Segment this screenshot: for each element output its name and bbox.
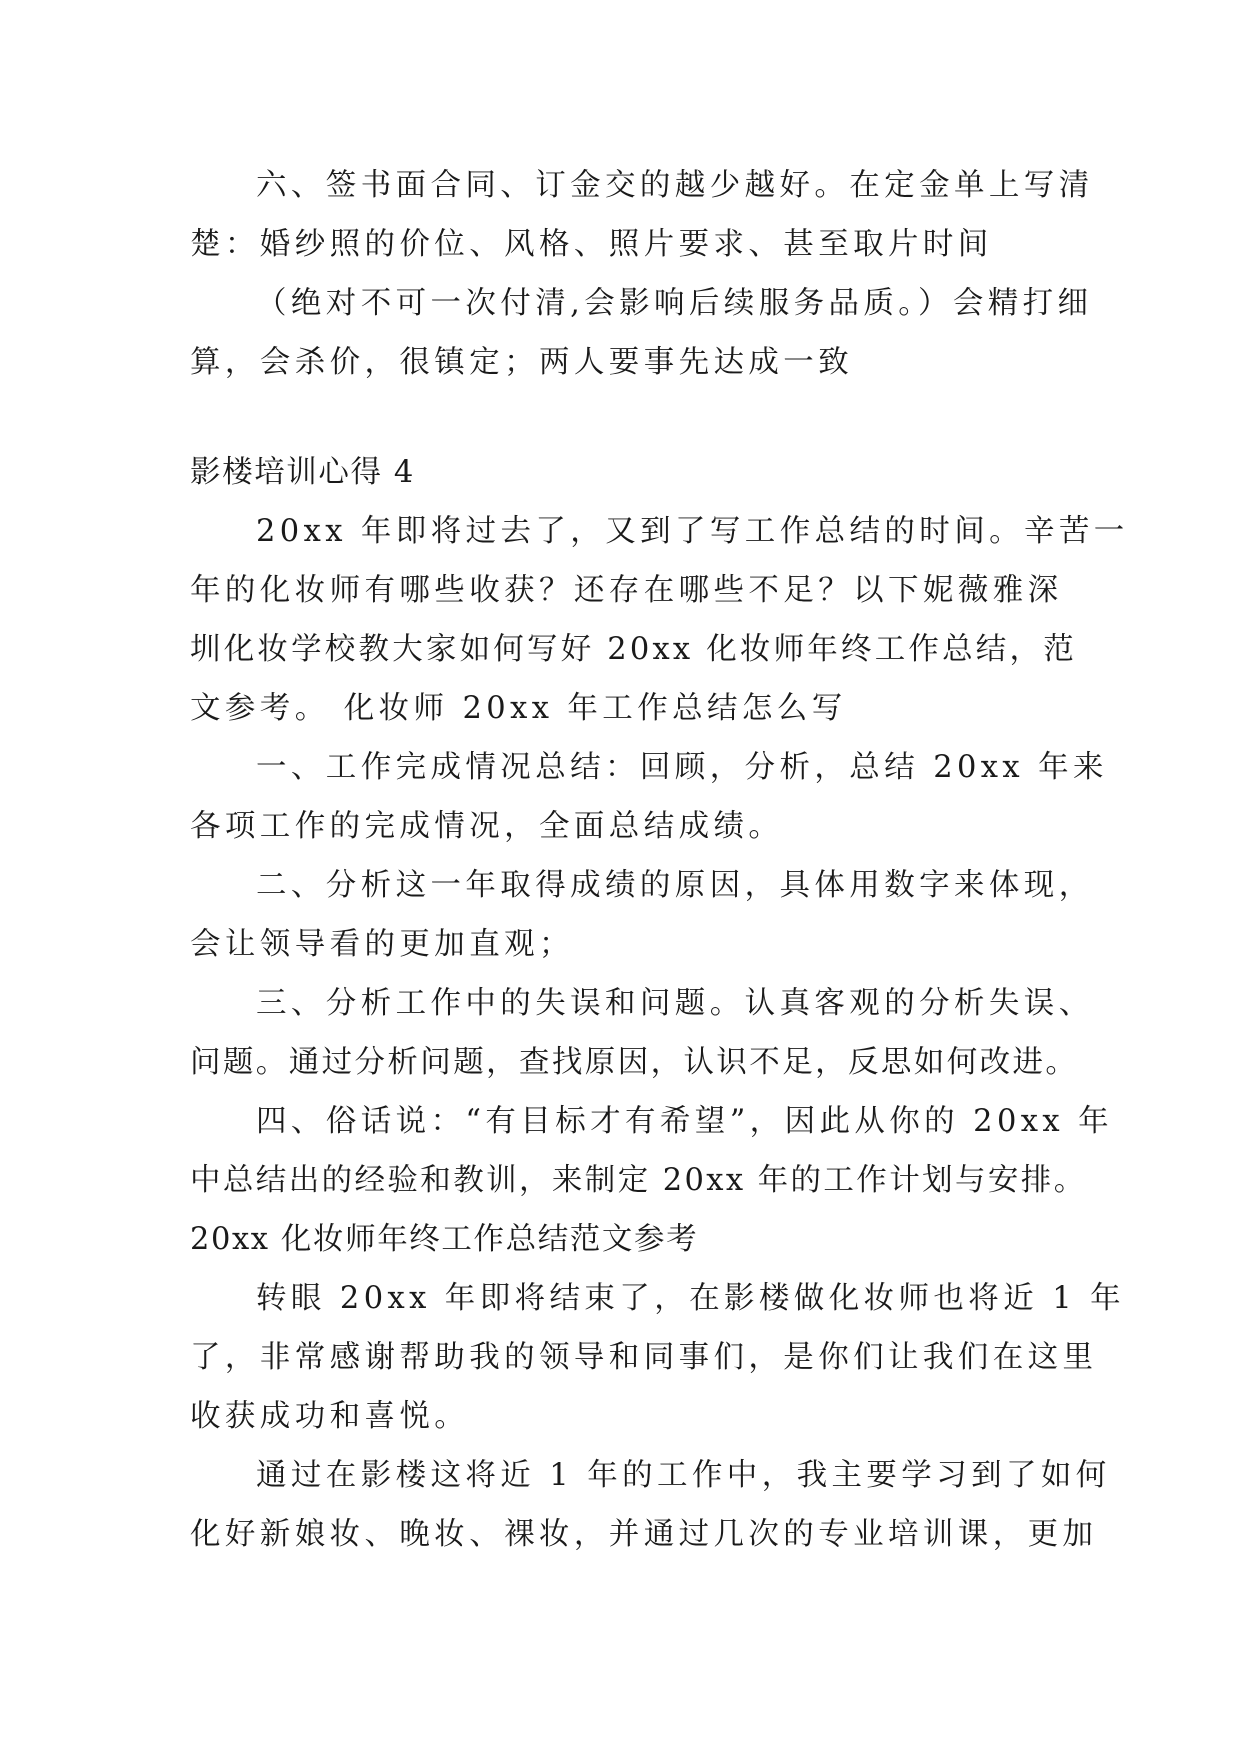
section-heading: 影楼培训心得 4 (190, 455, 415, 490)
paragraph-line: 圳化妆学校教大家如何写好 20xx 化妆师年终工作总结，范 (190, 632, 1077, 667)
paragraph-line: 四、俗话说：“有目标才有希望”，因此从你的 20xx 年 (256, 1104, 1113, 1139)
subsection-heading: 20xx 化妆师年终工作总结范文参考 (190, 1222, 699, 1257)
paragraph-line: 各项工作的完成情况，全面总结成绩。 (190, 809, 784, 844)
paragraph-line: 问题。通过分析问题，查找原因，认识不足，反思如何改进。 (190, 1045, 1079, 1080)
paragraph-line: 楚：婚纱照的价位、风格、照片要求、甚至取片时间 (190, 227, 993, 262)
paragraph-line: 二、分析这一年取得成绩的原因，具体用数字来体现， (256, 868, 1094, 903)
paragraph-line: 算，会杀价，很镇定；两人要事先达成一致 (190, 345, 854, 380)
paragraph-line: 会让领导看的更加直观； (190, 927, 574, 962)
paragraph-line: 了，非常感谢帮助我的领导和同事们，是你们让我们在这里 (190, 1340, 1098, 1375)
paragraph-line: 通过在影楼这将近 1 年的工作中，我主要学习到了如何 (256, 1458, 1111, 1493)
paragraph-line: 文参考。 化妆师 20xx 年工作总结怎么写 (190, 691, 847, 726)
paragraph-line: 中总结出的经验和教训，来制定 20xx 年的工作计划与安排。 (190, 1163, 1087, 1198)
paragraph-line: 六、签书面合同、订金交的越少越好。在定金单上写清 (256, 168, 1094, 203)
paragraph-line: （绝对不可一次付清,会影响后续服务品质。）会精打细 (256, 286, 1093, 321)
paragraph-line: 三、分析工作中的失误和问题。认真客观的分析失误、 (256, 986, 1094, 1021)
paragraph-line: 化好新娘妆、晚妆、裸妆，并通过几次的专业培训课，更加 (190, 1517, 1098, 1552)
paragraph-line: 收获成功和喜悦。 (190, 1399, 470, 1434)
paragraph-line: 20xx 年即将过去了，又到了写工作总结的时间。辛苦一 (256, 514, 1129, 549)
paragraph-line: 年的化妆师有哪些收获？还存在哪些不足？以下妮薇雅深 (190, 573, 1063, 608)
paragraph-line: 一、工作完成情况总结：回顾，分析，总结 20xx 年来 (256, 750, 1108, 785)
paragraph-line: 转眼 20xx 年即将结束了，在影楼做化妆师也将近 1 年 (256, 1281, 1125, 1316)
